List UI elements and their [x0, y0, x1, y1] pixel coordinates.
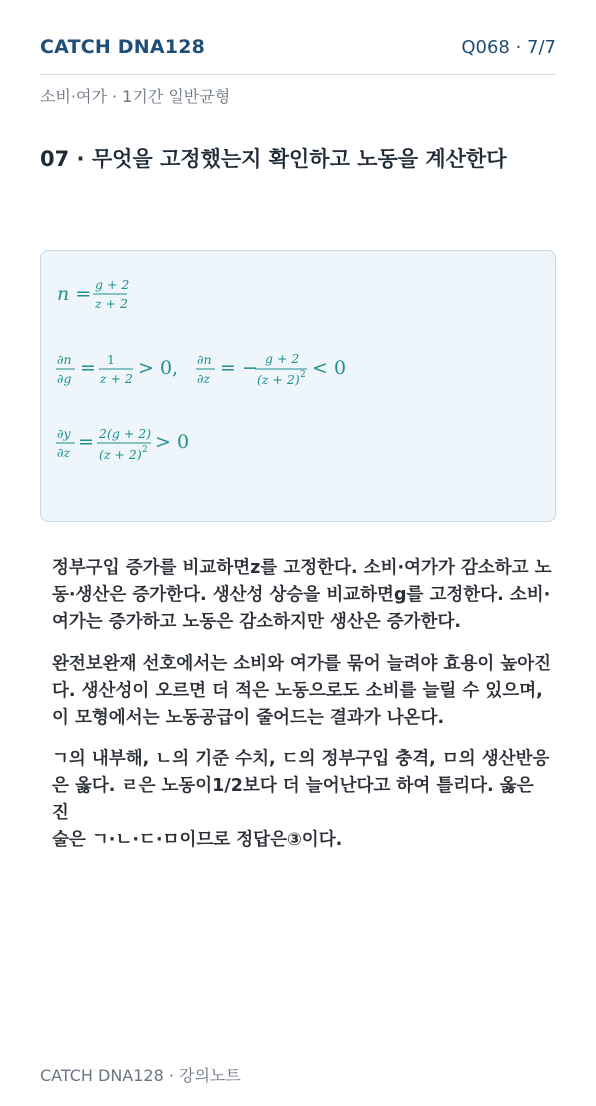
- rhs-numerator: g + 2: [265, 351, 300, 366]
- formula-numerator: g + 2: [95, 277, 130, 292]
- partial-numerator: ∂n: [197, 352, 212, 367]
- inequality: > 0: [155, 431, 190, 453]
- equals-sign: =: [80, 357, 96, 379]
- paragraph-answer: [52, 746, 552, 854]
- section-subtitle: 소비·여가 · 1기간 일반균형: [40, 87, 231, 106]
- rhs-denominator: (z + 2): [99, 447, 142, 462]
- equals-minus: = −: [220, 357, 258, 379]
- exponent: 2: [300, 370, 306, 380]
- text-line: 동·생산은 증가한다. 생산성 상승을 비교하면g를 고정한다. 소비·: [52, 585, 551, 605]
- page-footer: CATCH DNA128 · 강의노트: [40, 1066, 241, 1085]
- partial-denominator: ∂z: [57, 445, 71, 460]
- text-line: 완전보완재 선호에서는 소비와 여가를 묶어 늘려야 효용이 높아진: [52, 654, 552, 674]
- brand-title: CATCH DNA128: [40, 36, 206, 58]
- partial-numerator: ∂y: [57, 426, 71, 441]
- question-counter: Q068 · 7/7: [461, 37, 556, 58]
- rhs-denominator: z + 2: [100, 371, 133, 386]
- inequality: > 0,: [138, 357, 179, 379]
- page-title: 07 · 무엇을 고정했는지 확인하고 노동을 계산한다: [40, 147, 507, 171]
- formula-dy-dz: [56, 426, 189, 462]
- text-line: ㄱ의 내부해, ㄴ의 기준 수치, ㄷ의 정부구입 충격, ㅁ의 생산반응: [52, 749, 550, 769]
- formula-dn-dg: [56, 352, 178, 386]
- formula-n-definition: [57, 277, 129, 311]
- text-line: 정부구입 증가를 비교하면z를 고정한다. 소비·여가가 감소하고 노: [52, 558, 552, 578]
- formula-denominator: z + 2: [95, 296, 128, 311]
- partial-denominator: ∂g: [57, 371, 72, 386]
- text-line: 다. 생산성이 오르면 더 적은 노동으로도 소비를 늘릴 수 있으며,: [52, 681, 543, 701]
- paragraph-comparison: [52, 555, 552, 636]
- text-line: 은 옳다. ㄹ은 노동이1/2보다 더 늘어난다고 하여 틀리다. 옳은 진: [52, 776, 534, 823]
- formula-dn-dz: [196, 351, 346, 387]
- partial-numerator: ∂n: [57, 352, 72, 367]
- exponent: 2: [142, 445, 148, 455]
- rhs-numerator: 2(g + 2): [99, 426, 152, 441]
- text-line: 여가는 증가하고 노동은 감소하지만 생산은 증가한다.: [52, 612, 462, 632]
- formula-svg: [41, 251, 555, 521]
- formula-lhs: n =: [57, 283, 92, 305]
- inequality: < 0: [312, 357, 347, 379]
- paragraph-complements: [52, 651, 552, 732]
- rhs-numerator: 1: [107, 352, 115, 367]
- formula-box: [40, 250, 556, 522]
- text-line: 이 모형에서는 노동공급이 줄어드는 결과가 나온다.: [52, 708, 445, 728]
- rhs-denominator: (z + 2): [257, 372, 300, 387]
- page-header: [40, 36, 556, 75]
- partial-denominator: ∂z: [197, 371, 211, 386]
- text-line: 술은 ㄱ·ㄴ·ㄷ·ㅁ이므로 정답은③이다.: [52, 830, 343, 850]
- equals-sign: =: [78, 431, 94, 453]
